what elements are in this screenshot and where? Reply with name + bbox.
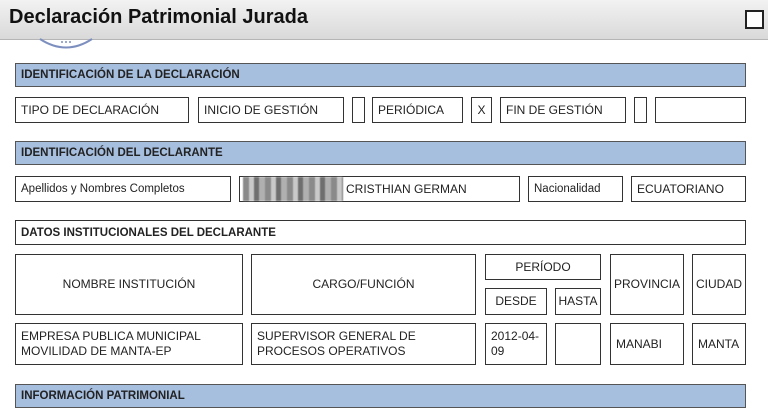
fin-gestion-mark[interactable] <box>634 97 647 123</box>
cell-hasta <box>555 323 601 365</box>
cell-provincia: MANABI <box>610 323 684 365</box>
column-header-desde: DESDE <box>485 288 547 315</box>
column-header-periodo: PERÍODO <box>485 254 601 280</box>
inicio-gestion-mark[interactable] <box>352 97 365 123</box>
nacionalidad-value: ECUATORIANO <box>631 176 746 202</box>
maximize-checkbox[interactable] <box>745 10 764 29</box>
cell-institucion: EMPRESA PUBLICA MUNICIPAL MOVILIDAD DE MANTA-EP <box>15 323 243 365</box>
fin-gestion-extra-field[interactable] <box>655 97 746 123</box>
section-header-datos-institucionales: DATOS INSTITUCIONALES DEL DECLARANTE <box>15 220 746 245</box>
cell-ciudad: MANTA <box>692 323 746 365</box>
column-header-institucion: NOMBRE INSTITUCIÓN <box>15 254 243 315</box>
nacionalidad-label: Nacionalidad <box>528 176 623 202</box>
logo-icon <box>38 36 94 50</box>
periodica-mark[interactable]: X <box>471 97 492 123</box>
section-header-identificacion-declarante: IDENTIFICACIÓN DEL DECLARANTE <box>15 141 746 165</box>
column-header-hasta: HASTA <box>555 288 601 315</box>
nombres-field <box>239 176 520 202</box>
nombres-label: Apellidos y Nombres Completos <box>15 176 231 202</box>
column-header-provincia: PROVINCIA <box>610 254 684 315</box>
column-header-ciudad: CIUDAD <box>692 254 746 315</box>
section-header-informacion-patrimonial: INFORMACIÓN PATRIMONIAL <box>15 384 746 408</box>
redacted-surname-block <box>243 177 343 201</box>
cell-desde: 2012-04-09 <box>485 323 547 365</box>
fin-gestion-label: FIN DE GESTIÓN <box>500 97 626 123</box>
periodica-label: PERIÓDICA <box>372 97 463 123</box>
nombres-value: CRISTHIAN GERMAN <box>346 181 467 196</box>
column-header-cargo: CARGO/FUNCIÓN <box>251 254 476 315</box>
window-title: Declaración Patrimonial Jurada <box>9 6 309 28</box>
cell-cargo: SUPERVISOR GENERAL DE PROCESOS OPERATIVOS <box>251 323 476 365</box>
tipo-declaracion-label: TIPO DE DECLARACIÓN <box>15 97 189 123</box>
inicio-gestion-label: INICIO DE GESTIÓN <box>198 97 344 123</box>
section-header-identificacion-declaracion: IDENTIFICACIÓN DE LA DECLARACIÓN <box>15 63 746 87</box>
title-bar <box>0 0 768 40</box>
